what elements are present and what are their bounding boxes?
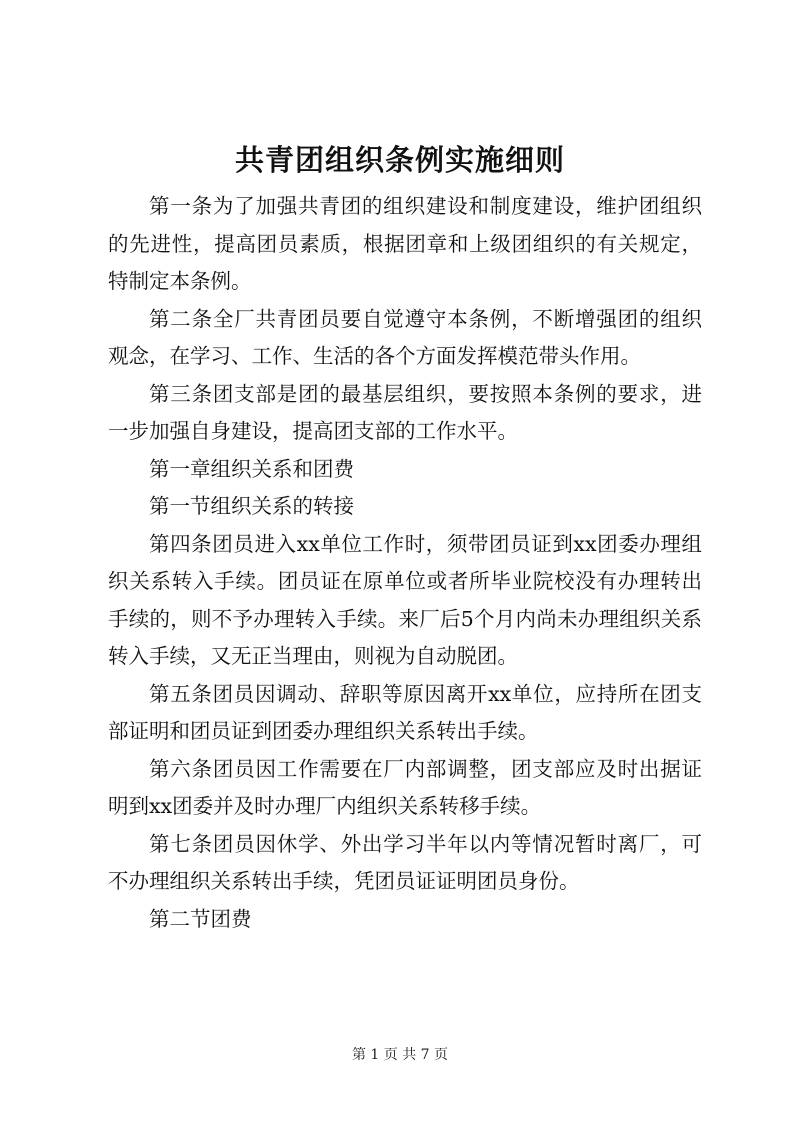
document-title: 共青团组织条例实施细则	[234, 143, 565, 177]
chapter-1-heading: 第一章组织关系和团费	[149, 456, 354, 481]
article-6-paragraph: 第六条团员因工作需要在厂内部调整，团支部应及时出据证明到xx团委并及时办理厂内组织关系转移手续。	[108, 756, 702, 818]
article-2-paragraph: 第二条全厂共青团员要自觉遵守本条例，不断增强团的组织观念，在学习、工作、生活的各个方面发挥模范带头作用。	[108, 306, 702, 368]
page-number-footer: 第 1 页 共 7 页	[351, 1047, 449, 1063]
section-2-heading: 第二节团费	[149, 906, 252, 931]
document-body	[108, 188, 702, 938]
article-4-paragraph: 第四条团员进入xx单位工作时，须带团员证到xx团委办理组织关系转入手续。团员证在原单位或者所毕业院校没有办理转出手续的，则不予办理转入手续。来厂后5个月内尚未办理组织关系转入手续，又无正当理由，则视为自动脱团。	[108, 531, 702, 668]
article-5-paragraph: 第五条团员因调动、辞职等原因离开xx单位，应持所在团支部证明和团员证到团委办理组织关系转出手续。	[108, 681, 702, 743]
article-7-paragraph: 第七条团员因休学、外出学习半年以内等情况暂时离厂，可不办理组织关系转出手续，凭团员证证明团员身份。	[108, 831, 702, 893]
article-3-paragraph: 第三条团支部是团的最基层组织，要按照本条例的要求，进一步加强自身建设，提高团支部的工作水平。	[108, 381, 702, 443]
section-1-heading: 第一节组织关系的转接	[149, 494, 354, 518]
article-1-paragraph: 第一条为了加强共青团的组织建设和制度建设，维护团组织的先进性，提高团员素质，根据团章和上级团组织的有关规定，特制定本条例。	[108, 194, 702, 293]
